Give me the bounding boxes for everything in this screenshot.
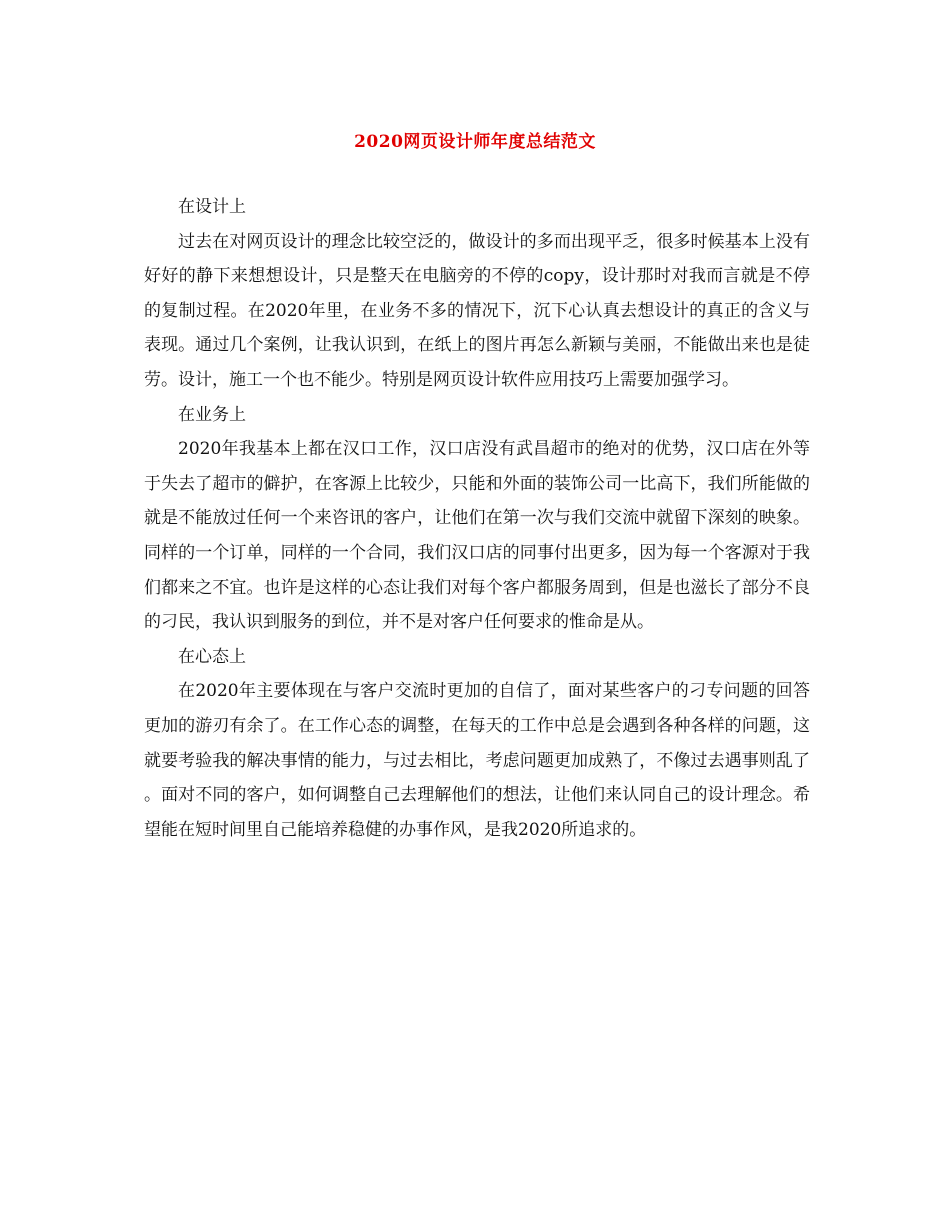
- document-title: 2020网页设计师年度总结范文: [354, 132, 596, 152]
- document-body: [144, 190, 810, 847]
- paragraph-business: 2020年我基本上都在汉口工作，汉口店没有武昌超市的绝对的优势，汉口店在外等于失去了超市的僻护，在客源上比较少，只能和外面的装饰公司一比高下，我们所能做的就是不能放过任何一个来咨讯的客户，让他们在第一次与我们交流中就留下深刻的映象。同样的一个订单，同样的一个合同，我们汉口店的同事付出更多，因为每一个客源对于我们都来之不宜。也许是这样的心态让我们对每个客户都服务周到，但是也滋长了部分不良的刁民，我认识到服务的到位，并不是对客户任何要求的惟命是从。: [144, 439, 810, 633]
- section-heading-business: 在业务上: [178, 404, 246, 425]
- section-heading-mindset: 在心态上: [178, 646, 246, 667]
- paragraph-mindset: 在2020年主要体现在与客户交流时更加的自信了，面对某些客户的刁专问题的回答更加的游刃有余了。在工作心态的调整，在每天的工作中总是会遇到各种各样的问题，这就要考验我的解决事情的能力，与过去相比，考虑问题更加成熟了，不像过去遇事则乱了。面对不同的客户，如何调整自己去理解他们的想法，让他们来认同自己的设计理念。希望能在短时间里自己能培养稳健的办事作风，是我2020所追求的。: [144, 681, 810, 840]
- paragraph-design: 过去在对网页设计的理念比较空泛的，做设计的多而出现平乏，很多时候基本上没有好好的静下来想想设计，只是整天在电脑旁的不停的copy，设计那时对我而言就是不停的复制过程。在2020年里，在业务不多的情况下，沉下心认真去想设计的真正的含义与表现。通过几个案例，让我认识到，在纸上的图片再怎么新颖与美丽，不能做出来也是徒劳。设计，施工一个也不能少。特别是网页设计软件应用技巧上需要加强学习。: [144, 231, 810, 390]
- section-heading-design: 在设计上: [178, 197, 246, 217]
